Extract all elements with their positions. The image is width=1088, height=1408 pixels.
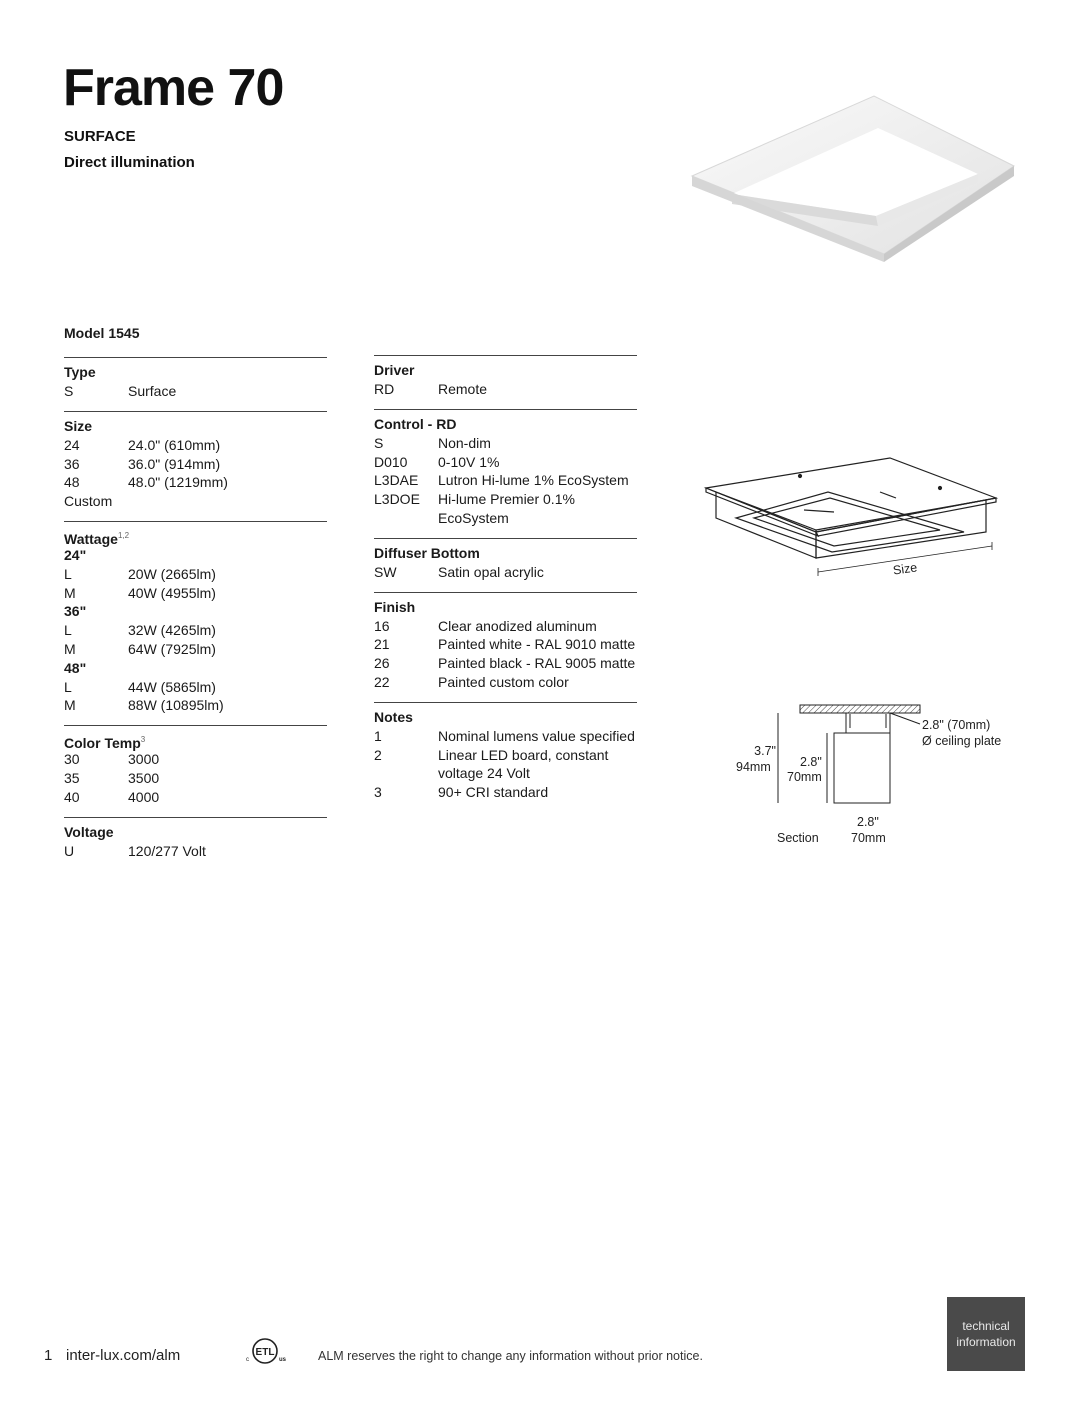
section-heading: Voltage xyxy=(64,823,114,840)
note-row: 3 90+ CRI standard xyxy=(374,784,549,801)
section-control xyxy=(374,409,637,528)
section-body-in: 2.8" xyxy=(800,755,822,769)
section-finish xyxy=(374,592,637,692)
section-heading: Size xyxy=(64,417,93,434)
size-group-label: 36" xyxy=(64,603,87,620)
option-row: L 20W (2665lm) xyxy=(64,565,216,582)
option-row: 30 3000 xyxy=(64,751,160,768)
option-row: 24 24.0" (610mm) xyxy=(64,436,221,453)
option-row: Custom xyxy=(64,493,113,510)
cert-mark-text: ETL xyxy=(255,1347,275,1358)
option-row: SW Satin opal acrylic xyxy=(374,563,544,580)
section-heading: Driver xyxy=(374,362,415,378)
section-heading: Notes xyxy=(374,708,413,725)
section-heading: Color Temp$^3$ xyxy=(64,735,146,752)
section-voltage xyxy=(64,817,327,861)
section-diffuser xyxy=(374,538,637,582)
section-heading: Wattage$^{1,2}$ xyxy=(64,530,130,547)
option-row: 22 Painted custom color xyxy=(374,673,569,690)
ceiling-plate-desc: Ø ceiling plate xyxy=(922,734,1002,748)
option-row: L 32W (4265lm) xyxy=(64,622,216,639)
option-row: S Non-dim xyxy=(374,434,491,451)
size-group-label: 48" xyxy=(64,659,87,676)
section-heading: Type xyxy=(64,364,96,380)
section-color-temp xyxy=(64,725,327,806)
option-row: 26 Painted black - RAL 9005 matte xyxy=(374,655,636,672)
etl-certification-icon xyxy=(244,1336,290,1366)
section-caption: Section xyxy=(777,831,819,845)
size-group-label: 24" xyxy=(64,546,87,563)
section-heading: Control - RD xyxy=(374,415,457,432)
option-row: M 64W (7925lm) xyxy=(64,640,216,657)
section-driver xyxy=(374,355,637,399)
option-row: L 44W (5865lm) xyxy=(64,678,216,695)
mount-type: SURFACE xyxy=(64,128,136,145)
option-row: M 40W (4955lm) xyxy=(64,584,216,601)
footnote-ref: 1,2 xyxy=(117,530,130,540)
isometric-drawing xyxy=(700,452,1000,582)
option-row: RD Remote xyxy=(374,381,488,397)
options-right-column xyxy=(374,355,637,812)
website-link[interactable]: inter-lux.com/alm xyxy=(66,1347,181,1364)
option-row: L3DOE Hi-lume Premier 0.1% EcoSystem xyxy=(374,491,575,526)
technical-information-badge: technical information xyxy=(947,1297,1025,1371)
option-row: L3DAE Lutron Hi-lume 1% EcoSystem xyxy=(374,472,629,489)
section-body-mm: 70mm xyxy=(787,770,822,784)
note-row: 1 Nominal lumens value specified xyxy=(374,727,635,744)
option-row: 35 3500 xyxy=(64,769,160,786)
option-row: 36 36.0" (914mm) xyxy=(64,455,221,472)
note-row: 2 Linear LED board, constant voltage 24 Volt xyxy=(374,746,609,782)
option-row: 16 Clear anodized aluminum xyxy=(374,617,597,634)
option-row: D010 0-10V 1% xyxy=(374,453,500,470)
options-left-column xyxy=(64,357,327,870)
section-heading: Diffuser Bottom xyxy=(374,544,480,561)
section-type xyxy=(64,357,327,401)
option-row: U 120/277 Volt xyxy=(64,842,206,859)
ceiling-plate-size: 2.8" (70mm) xyxy=(922,718,991,732)
cert-c-text: c xyxy=(246,1357,249,1363)
option-row: 40 4000 xyxy=(64,788,160,805)
cert-us-text: us xyxy=(279,1357,287,1363)
option-row: 48 48.0" (1219mm) xyxy=(64,474,228,491)
model-number: Model 1545 xyxy=(64,325,140,341)
section-width-mm: 70mm xyxy=(851,831,886,845)
option-row: 21 Painted white - RAL 9010 matte xyxy=(374,636,636,653)
section-wattage xyxy=(64,521,327,715)
illumination-type: Direct illumination xyxy=(64,154,195,171)
section-height-in: 3.7" xyxy=(754,744,776,758)
page-number: 1 xyxy=(44,1347,53,1364)
section-width-in: 2.8" xyxy=(857,815,879,829)
size-label: Size xyxy=(892,560,919,578)
section-heading: Finish xyxy=(374,598,416,615)
section-size xyxy=(64,411,327,511)
option-row: S Surface xyxy=(64,383,177,399)
section-height-mm: 94mm xyxy=(736,760,771,774)
product-photo xyxy=(688,92,1018,262)
page-title: Frame 70 xyxy=(63,59,284,117)
footnote-ref: 3 xyxy=(140,735,146,745)
disclaimer-notice: ALM reserves the right to change any information without prior notice. xyxy=(318,1349,703,1363)
section-notes xyxy=(374,702,637,802)
section-drawing xyxy=(770,700,930,810)
option-row: M 88W (10895lm) xyxy=(64,697,224,714)
